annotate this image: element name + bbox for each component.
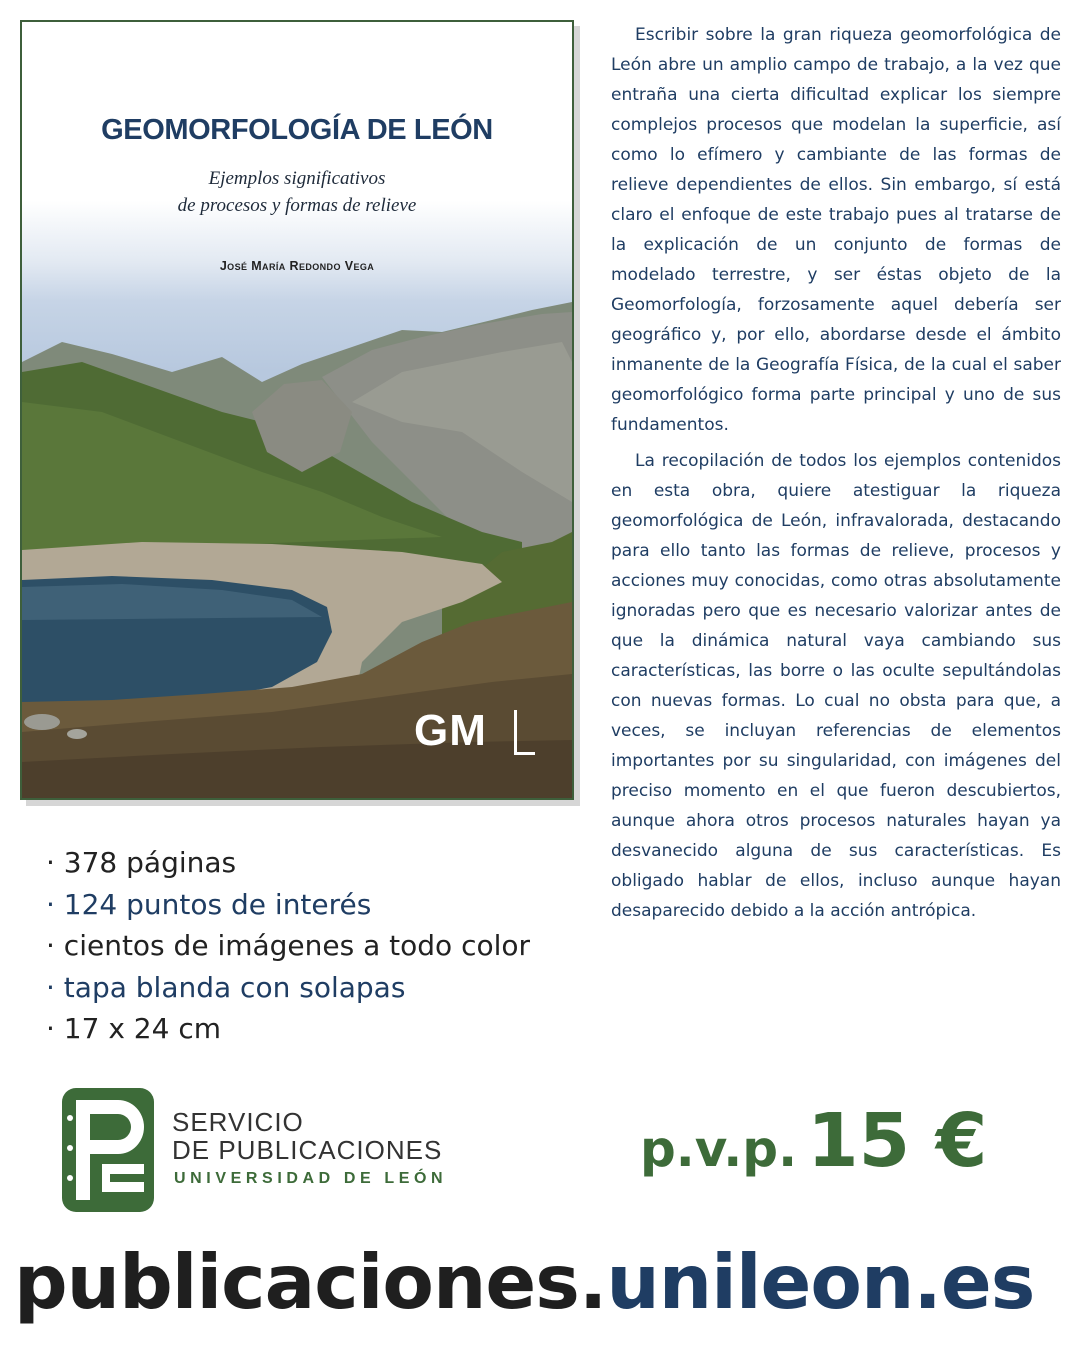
feature-binding: · tapa blanda con solapas: [46, 970, 406, 1004]
book-description: [611, 20, 1061, 932]
feature-size: · 17 x 24 cm: [46, 1012, 221, 1045]
pe-logo-icon: [62, 1088, 154, 1212]
publisher-line2: DE PUBLICACIONES: [172, 1135, 443, 1165]
mountain-lake-photo: [22, 302, 572, 800]
publisher-line1: SERVICIO: [172, 1107, 304, 1137]
url-part2: unileon.es: [606, 1238, 1035, 1326]
description-paragraph-1: Escribir sobre la gran riqueza geomorfológica de León abre un amplio campo de trabajo, a la vez que entraña una cierta dificultad explicar los siempre complejos procesos que modelan la superficie, así como lo efímero y cambiante de las formas de relieve dependientes de ellos. Sin embargo, sí está claro el enfoque de este trabajo pues al tratarse de la explicación de un conjunto de formas de modelado terrestre, y ser éstas objeto de la Geomorfología, forzosamente aquel debería ser geográfico y, por ello, abordarse desde el ámbito inmanente de la Geografía Física, de la cual el saber geomorfológico forma parte principal y uno de sus fundamentos.: [611, 25, 1061, 435]
feature-points: · 124 puntos de interés: [46, 887, 372, 921]
cover-subtitle: [22, 165, 572, 219]
cover-subtitle-line1: Ejemplos significativos: [208, 168, 386, 189]
features-list: [46, 842, 530, 1050]
website-url[interactable]: [14, 1238, 1034, 1326]
feature-images: · cientos de imágenes a todo color: [46, 929, 531, 962]
price-label: p.v.p.: [640, 1120, 798, 1178]
description-paragraph-2: La recopilación de todos los ejemplos contenidos en esta obra, quiere atestiguar la riqueza geomorfológica de León, infravalorada, destacando para ello tanto las formas de relieve, procesos y acciones muy conocidas, como otras absolutamente ignoradas pero que es necesario valorizar antes de que la dinámica natural vaya cambiando sus características, las borre o las oculte sepultándolas con nuevas formas. Lo cual no obsta para que, a veces, se incluyan referencias de elementos importantes por su singularidad, con imágenes del preciso momento en el que fueron descubiertos, aunque ahora otros procesos naturales hayan ya desvanecido alguna de sus características. Es obligado hablar de ellos, incluso aunque hayan desaparecido debido a la acción antrópica.: [611, 451, 1061, 921]
book-cover: [20, 20, 574, 800]
cover-title: GEOMORFOLOGÍA DE LEÓN: [101, 114, 493, 146]
price: [640, 1098, 987, 1184]
cover-logo-mark: [514, 710, 535, 755]
publisher-name: [172, 1108, 442, 1164]
cover-author: José María Redondo Vega: [219, 259, 375, 273]
cover-logo: GM: [414, 706, 487, 755]
publisher-university: UNIVERSIDAD DE LEÓN: [174, 1170, 448, 1187]
feature-pages: · 378 páginas: [46, 846, 237, 879]
url-part1: publicaciones.: [14, 1238, 607, 1326]
price-amount: 15 €: [807, 1098, 988, 1184]
cover-subtitle-line2: de procesos y formas de relieve: [177, 195, 417, 216]
